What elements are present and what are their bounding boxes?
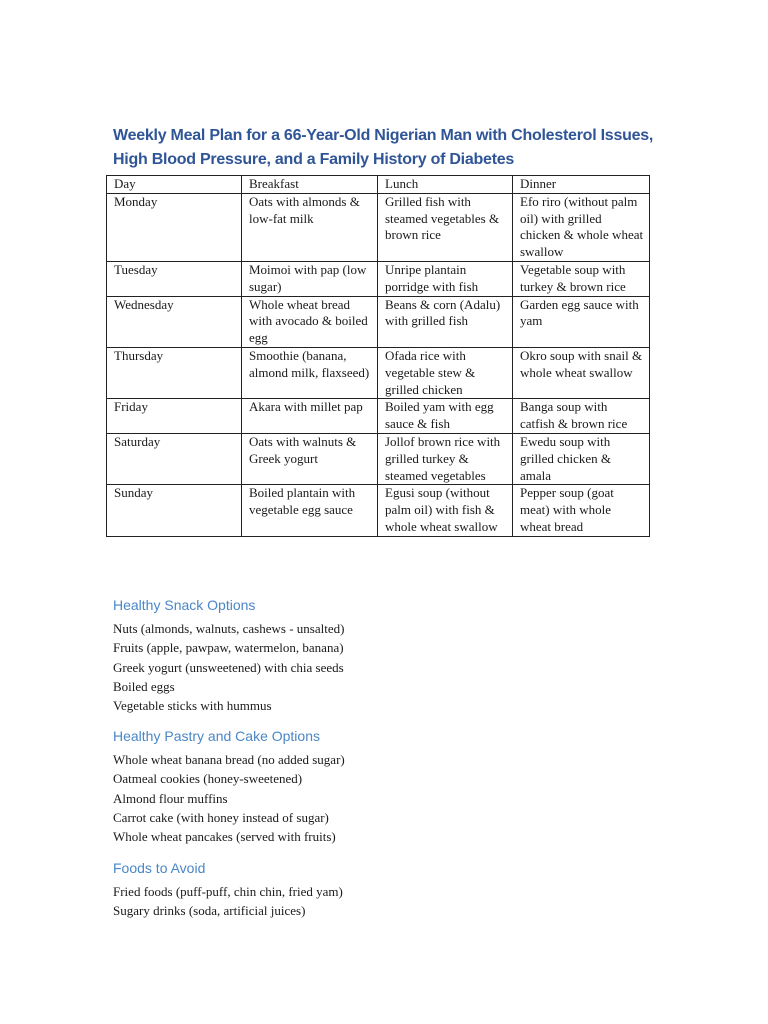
table-row xyxy=(107,399,650,434)
cell-dinner: Okro soup with snail & whole wheat swallow xyxy=(513,347,650,398)
pastry-options-section xyxy=(113,726,673,846)
cell-day: Monday xyxy=(107,193,242,261)
snack-options-list xyxy=(113,619,673,715)
pastry-options-list xyxy=(113,750,673,846)
cell-day: Saturday xyxy=(107,433,242,484)
table-row xyxy=(107,433,650,484)
table-row xyxy=(107,347,650,398)
cell-dinner: Banga soup with catfish & brown rice xyxy=(513,399,650,434)
cell-breakfast: Whole wheat bread with avocado & boiled egg xyxy=(242,296,378,347)
table-row xyxy=(107,296,650,347)
list-item: Sugary drinks (soda, artificial juices) xyxy=(113,903,306,919)
list-item: Vegetable sticks with hummus xyxy=(113,698,272,714)
list-item: Boiled eggs xyxy=(113,678,175,694)
cell-dinner: Garden egg sauce with yam xyxy=(513,296,650,347)
list-item: Greek yogurt (unsweetened) with chia seeds xyxy=(113,659,344,675)
list-item: Fried foods (puff-puff, chin chin, fried yam) xyxy=(113,884,343,899)
cell-dinner: Efo riro (without palm oil) with grilled chicken & whole wheat swallow xyxy=(513,193,650,261)
list-item: Fruits (apple, pawpaw, watermelon, banana) xyxy=(113,640,344,656)
cell-lunch: Jollof brown rice with grilled turkey & steamed vegetables xyxy=(378,433,513,484)
header-breakfast: Breakfast xyxy=(242,176,378,194)
list-item: Whole wheat pancakes (served with fruits) xyxy=(113,829,336,845)
cell-breakfast: Oats with almonds & low-fat milk xyxy=(242,193,378,261)
list-item: Nuts (almonds, walnuts, cashews - unsalted) xyxy=(113,621,345,636)
cell-day: Friday xyxy=(107,399,242,434)
header-day: Day xyxy=(107,176,242,194)
cell-dinner: Vegetable soup with turkey & brown rice xyxy=(513,261,650,296)
list-item: Almond flour muffins xyxy=(113,790,228,806)
table-row xyxy=(107,193,650,261)
table-header-row xyxy=(107,176,650,194)
list-item: Carrot cake (with honey instead of sugar) xyxy=(113,809,329,825)
header-lunch: Lunch xyxy=(378,176,513,194)
cell-dinner: Pepper soup (goat meat) with whole wheat bread xyxy=(513,485,650,536)
snack-options-section xyxy=(113,595,673,715)
header-dinner: Dinner xyxy=(513,176,650,194)
cell-breakfast: Akara with millet pap xyxy=(242,399,378,434)
foods-to-avoid-list xyxy=(113,882,673,921)
snack-options-heading: Healthy Snack Options xyxy=(113,597,256,613)
cell-day: Tuesday xyxy=(107,261,242,296)
cell-lunch: Beans & corn (Adalu) with grilled fish xyxy=(378,296,513,347)
table-row xyxy=(107,485,650,536)
foods-to-avoid-heading: Foods to Avoid xyxy=(113,860,206,876)
cell-breakfast: Boiled plantain with vegetable egg sauce xyxy=(242,485,378,536)
meal-plan-table xyxy=(106,175,650,537)
list-item: Whole wheat banana bread (no added sugar) xyxy=(113,752,345,767)
cell-day: Sunday xyxy=(107,485,242,536)
cell-lunch: Boiled yam with egg sauce & fish xyxy=(378,399,513,434)
cell-breakfast: Moimoi with pap (low sugar) xyxy=(242,261,378,296)
cell-dinner: Ewedu soup with grilled chicken & amala xyxy=(513,433,650,484)
foods-to-avoid-section xyxy=(113,858,673,921)
cell-lunch: Egusi soup (without palm oil) with fish & whole wheat swallow xyxy=(378,485,513,536)
cell-breakfast: Smoothie (banana, almond milk, flaxseed) xyxy=(242,347,378,398)
cell-day: Wednesday xyxy=(107,296,242,347)
cell-breakfast: Oats with walnuts & Greek yogurt xyxy=(242,433,378,484)
pastry-options-heading: Healthy Pastry and Cake Options xyxy=(113,728,320,744)
list-item: Oatmeal cookies (honey-sweetened) xyxy=(113,771,303,787)
cell-day: Thursday xyxy=(107,347,242,398)
cell-lunch: Grilled fish with steamed vegetables & brown rice xyxy=(378,193,513,261)
table-row xyxy=(107,261,650,296)
cell-lunch: Unripe plantain porridge with fish xyxy=(378,261,513,296)
cell-lunch: Ofada rice with vegetable stew & grilled chicken xyxy=(378,347,513,398)
page-title: Weekly Meal Plan for a 66-Year-Old Nigerian Man with Cholesterol Issues, High Blood Pressure, and a Family History of Diabetes xyxy=(113,127,654,168)
